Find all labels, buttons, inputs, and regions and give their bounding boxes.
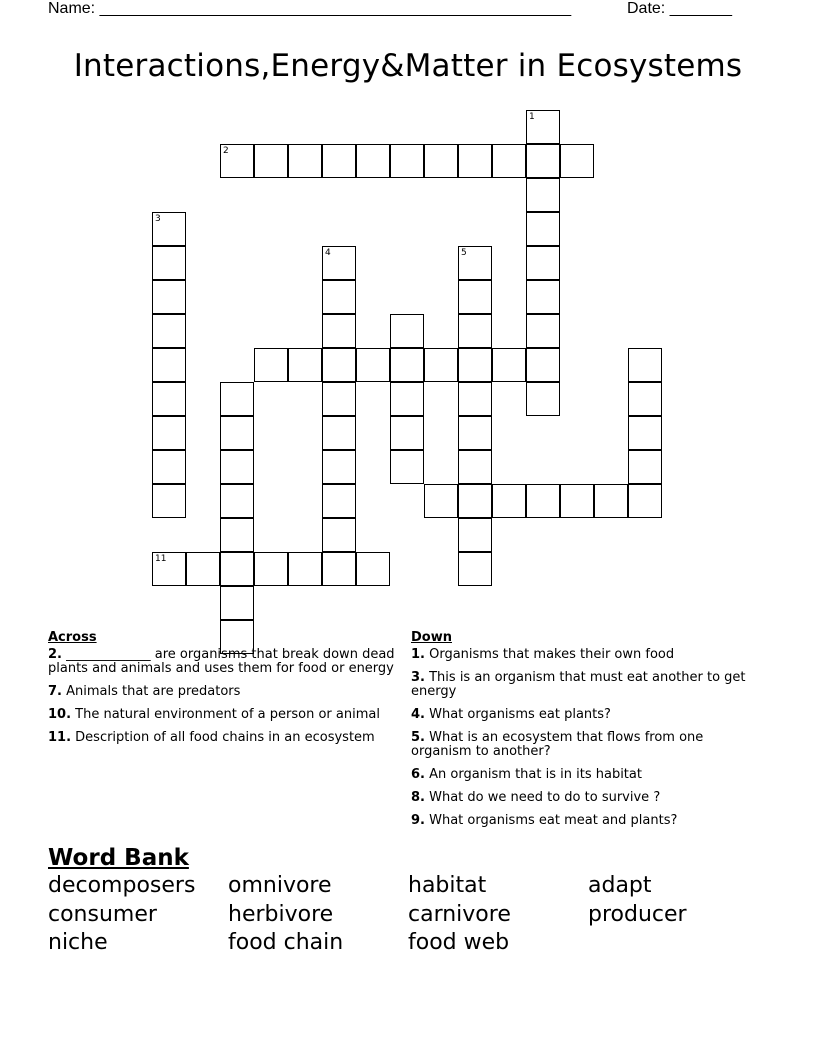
across-heading: Across: [48, 630, 97, 645]
clue-text: What organisms eat meat and plants?: [424, 813, 678, 828]
word-bank-word: food chain: [228, 930, 344, 955]
across-clues: [48, 630, 398, 754]
word-bank-word: consumer: [48, 902, 157, 927]
crossword-cell[interactable]: [220, 450, 254, 484]
crossword-cell[interactable]: [458, 280, 492, 314]
down-clue: [411, 708, 751, 722]
word-bank-word: niche: [48, 930, 108, 955]
crossword-cell[interactable]: [152, 552, 186, 586]
crossword-cell[interactable]: [560, 484, 594, 518]
crossword-cell[interactable]: [560, 144, 594, 178]
crossword-cell[interactable]: [424, 144, 458, 178]
crossword-cell[interactable]: [322, 314, 356, 348]
crossword-cell[interactable]: [322, 382, 356, 416]
crossword-cell[interactable]: [424, 484, 458, 518]
clue-number: 3.: [411, 670, 425, 685]
crossword-cell[interactable]: [356, 348, 390, 382]
crossword-cell[interactable]: [152, 212, 186, 246]
word-bank-word: adapt: [588, 873, 652, 898]
crossword-cell[interactable]: [220, 416, 254, 450]
clue-number: 8.: [411, 790, 425, 805]
down-heading: Down: [411, 630, 452, 645]
crossword-cell[interactable]: [152, 416, 186, 450]
clue-text: Organisms that makes their own food: [424, 647, 675, 662]
clue-text: This is an organism that must eat another to get energy: [411, 670, 746, 699]
crossword-cell[interactable]: [628, 450, 662, 484]
clue-number: 10.: [48, 707, 72, 722]
crossword-cell[interactable]: [322, 552, 356, 586]
across-clue: [48, 708, 398, 722]
crossword-cell[interactable]: [458, 382, 492, 416]
clue-number: 6.: [411, 767, 425, 782]
crossword-cell[interactable]: [322, 416, 356, 450]
crossword-cell[interactable]: [220, 518, 254, 552]
clue-number-label: 1: [529, 112, 535, 122]
clue-number-label: 5: [461, 248, 467, 258]
word-bank-word: habitat: [408, 873, 487, 898]
crossword-cell[interactable]: [152, 484, 186, 518]
clue-number: 9.: [411, 813, 425, 828]
crossword-cell[interactable]: [152, 382, 186, 416]
crossword-cell[interactable]: [628, 416, 662, 450]
crossword-cell[interactable]: [458, 314, 492, 348]
clue-number: 7.: [48, 684, 62, 699]
crossword-cell[interactable]: [288, 552, 322, 586]
across-clue: [48, 685, 398, 699]
crossword-cell[interactable]: [628, 348, 662, 382]
crossword-cell[interactable]: [254, 552, 288, 586]
clue-text: An organism that is in its habitat: [424, 767, 642, 782]
down-clue: [411, 648, 751, 662]
clue-number: 2.: [48, 647, 62, 662]
clue-text: The natural environment of a person or animal: [71, 707, 380, 722]
crossword-cell[interactable]: [220, 144, 254, 178]
crossword-cell[interactable]: [288, 348, 322, 382]
crossword-cell[interactable]: [390, 348, 424, 382]
crossword-cell[interactable]: [526, 484, 560, 518]
clue-number-label: 3: [155, 214, 161, 224]
crossword-cell[interactable]: [526, 110, 560, 144]
crossword-cell[interactable]: [390, 382, 424, 416]
clue-text: What do we need to do to survive ?: [424, 790, 661, 805]
crossword-cell[interactable]: [628, 382, 662, 416]
crossword-cell[interactable]: [322, 246, 356, 280]
crossword-cell[interactable]: [152, 246, 186, 280]
crossword-cell[interactable]: [254, 348, 288, 382]
crossword-cell[interactable]: [628, 484, 662, 518]
crossword-cell[interactable]: [492, 484, 526, 518]
crossword-cell[interactable]: [458, 484, 492, 518]
crossword-cell[interactable]: [458, 552, 492, 586]
clue-text: _____________ are organisms that break down dead plants and animals and uses them for food or energy: [48, 647, 395, 676]
crossword-cell[interactable]: [526, 246, 560, 280]
crossword-cell[interactable]: [322, 144, 356, 178]
word-bank-word: omnivore: [228, 873, 332, 898]
crossword-cell[interactable]: [594, 484, 628, 518]
clue-number: 1.: [411, 647, 425, 662]
crossword-cell[interactable]: [526, 314, 560, 348]
word-bank-word: producer: [588, 902, 687, 927]
crossword-cell[interactable]: [390, 314, 424, 348]
crossword-cell[interactable]: [152, 348, 186, 382]
crossword-cell[interactable]: [458, 246, 492, 280]
crossword-cell[interactable]: [254, 144, 288, 178]
crossword-cell[interactable]: [458, 348, 492, 382]
clue-number-label: 4: [325, 248, 331, 258]
crossword-cell[interactable]: [526, 212, 560, 246]
crossword-cell[interactable]: [424, 348, 458, 382]
crossword-cell[interactable]: [288, 144, 322, 178]
clue-number: 11.: [48, 730, 72, 745]
clue-text: What is an ecosystem that flows from one organism to another?: [411, 730, 704, 759]
clue-number-label: 2: [223, 146, 229, 156]
clue-number: 5.: [411, 730, 425, 745]
crossword-cell[interactable]: [458, 518, 492, 552]
crossword-cell[interactable]: [526, 280, 560, 314]
crossword-cell[interactable]: [458, 144, 492, 178]
crossword-cell[interactable]: [186, 552, 220, 586]
crossword-cell[interactable]: [322, 348, 356, 382]
crossword-cell[interactable]: [322, 280, 356, 314]
down-clue: [411, 731, 751, 759]
clue-text: What organisms eat plants?: [424, 707, 611, 722]
crossword-cell[interactable]: [322, 518, 356, 552]
crossword-cell[interactable]: [220, 484, 254, 518]
word-bank-word: food web: [408, 930, 510, 955]
date-field-label: Date: _______: [627, 0, 732, 17]
crossword-cell[interactable]: [458, 416, 492, 450]
clue-number: 4.: [411, 707, 425, 722]
page-title: Interactions,Energy&Matter in Ecosystems: [73, 48, 743, 84]
crossword-cell[interactable]: [322, 484, 356, 518]
crossword-cell[interactable]: [356, 144, 390, 178]
crossword-cell[interactable]: [322, 450, 356, 484]
down-clues: [411, 630, 751, 837]
word-bank-word: carnivore: [408, 902, 511, 927]
crossword-cell[interactable]: [220, 552, 254, 586]
clue-text: Description of all food chains in an ecosystem: [71, 730, 375, 745]
crossword-cell[interactable]: [492, 144, 526, 178]
crossword-cell[interactable]: [390, 450, 424, 484]
name-field-label: Name: _____________________________________________________: [48, 0, 572, 17]
down-clue: [411, 768, 751, 782]
word-bank-word: herbivore: [228, 902, 334, 927]
crossword-cell[interactable]: [492, 348, 526, 382]
crossword-cell[interactable]: [220, 382, 254, 416]
crossword-cell[interactable]: [526, 348, 560, 382]
clue-number-label: 11: [155, 554, 167, 564]
crossword-cell[interactable]: [220, 586, 254, 620]
crossword-cell[interactable]: [390, 416, 424, 450]
crossword-cell[interactable]: [526, 382, 560, 416]
crossword-cell[interactable]: [356, 552, 390, 586]
crossword-cell[interactable]: [152, 280, 186, 314]
across-clue: [48, 731, 398, 745]
crossword-cell[interactable]: [458, 450, 492, 484]
crossword-cell[interactable]: [390, 144, 424, 178]
across-clue: [48, 648, 398, 676]
down-clue: [411, 814, 751, 828]
crossword-cell[interactable]: [526, 144, 560, 178]
down-clue: [411, 671, 751, 699]
clue-text: Animals that are predators: [61, 684, 241, 699]
word-bank-word: decomposers: [48, 873, 196, 898]
crossword-cell[interactable]: [152, 450, 186, 484]
crossword-cell[interactable]: [152, 314, 186, 348]
down-clue: [411, 791, 751, 805]
word-bank-heading: Word Bank: [48, 845, 189, 871]
crossword-cell[interactable]: [526, 178, 560, 212]
